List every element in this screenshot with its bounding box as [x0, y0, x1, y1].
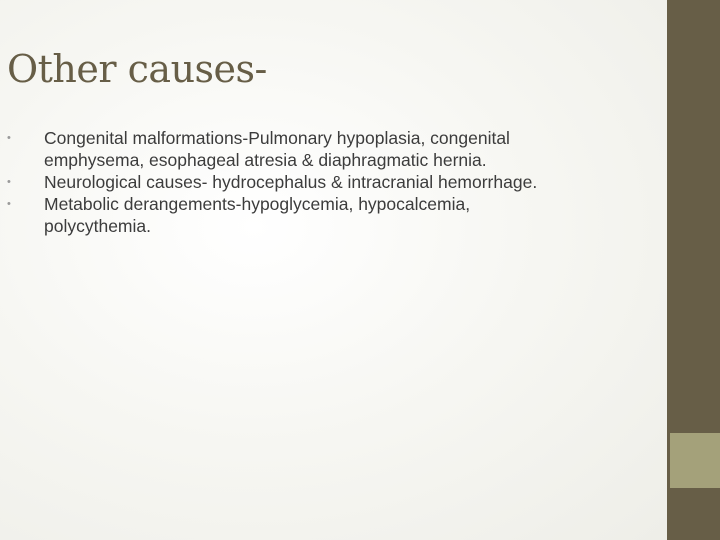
bullet-text-line: Neurological causes- hydrocephalus & intracranial hemorrhage. [44, 172, 538, 192]
bullet-list [0, 127, 640, 237]
slide-title: Other causes- [7, 47, 267, 91]
sidebar-accent-block [670, 433, 720, 488]
bullet-text-line: polycythemia. [44, 216, 151, 236]
bullet-item [0, 127, 640, 171]
bullet-dot-icon: • [7, 198, 11, 210]
bullet-dot-icon: • [7, 132, 11, 144]
bullet-item [0, 171, 640, 193]
bullet-text-line: Congenital malformations-Pulmonary hypoplasia, congenital [44, 128, 510, 148]
bullet-text-line: emphysema, esophageal atresia & diaphragmatic hernia. [44, 150, 487, 170]
bullet-item [0, 193, 640, 237]
bullet-dot-icon: • [7, 176, 11, 188]
bullet-text-line: Metabolic derangements-hypoglycemia, hypocalcemia, [44, 194, 471, 214]
